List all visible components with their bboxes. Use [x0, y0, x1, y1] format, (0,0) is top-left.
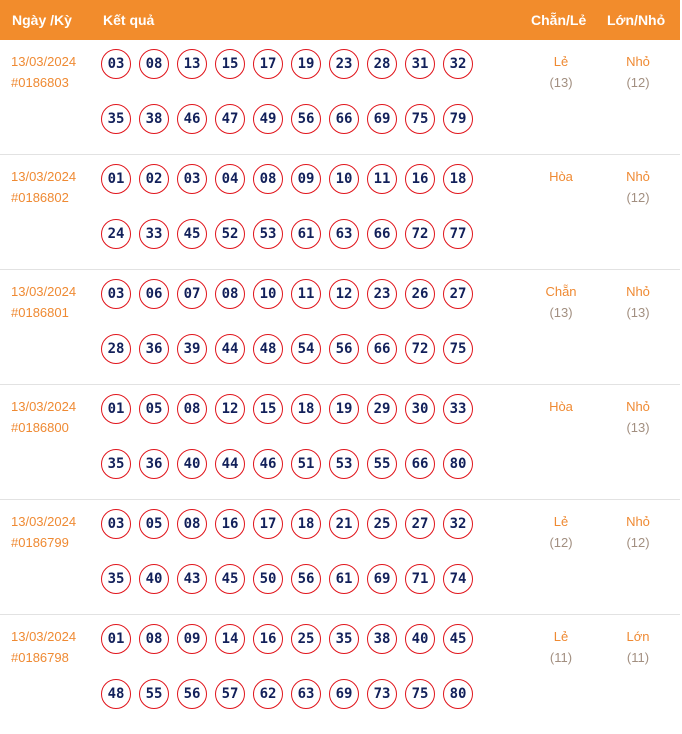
draw-id: #0186800: [11, 420, 69, 435]
table-row: [0, 615, 680, 729]
number-ball: 79: [443, 104, 473, 134]
parity-label: Hòa: [549, 169, 573, 184]
number-ball: 23: [329, 49, 359, 79]
number-ball: 45: [215, 564, 245, 594]
number-ball: 17: [253, 49, 283, 79]
draw-id: #0186798: [11, 650, 69, 665]
draw-info: [11, 626, 76, 668]
draw-date: 13/03/2024: [11, 169, 77, 184]
number-ball: 29: [367, 394, 397, 424]
number-ball: 11: [291, 279, 321, 309]
number-ball: 19: [291, 49, 321, 79]
number-ball: 08: [253, 164, 283, 194]
number-ball: 03: [177, 164, 207, 194]
number-ball: 35: [101, 564, 131, 594]
number-ball: 32: [443, 49, 473, 79]
number-ball: 15: [215, 49, 245, 79]
number-ball: 48: [253, 334, 283, 364]
number-ball: 33: [443, 394, 473, 424]
parity-count: (13): [549, 75, 573, 90]
size-result: [603, 166, 673, 208]
number-ball: 10: [329, 164, 359, 194]
draw-date: 13/03/2024: [11, 514, 77, 529]
number-ball: 44: [215, 449, 245, 479]
size-result: [603, 396, 673, 438]
number-ball: 35: [101, 449, 131, 479]
header-date: Ngày /Kỳ: [12, 12, 72, 28]
number-balls: [101, 624, 481, 734]
number-ball: 66: [405, 449, 435, 479]
parity-result: [526, 281, 596, 323]
number-ball: 50: [253, 564, 283, 594]
number-ball: 56: [177, 679, 207, 709]
number-line: [101, 394, 481, 425]
number-line: [101, 104, 481, 135]
number-ball: 16: [215, 509, 245, 539]
number-ball: 69: [329, 679, 359, 709]
number-ball: 54: [291, 334, 321, 364]
number-ball: 28: [101, 334, 131, 364]
number-ball: 62: [253, 679, 283, 709]
number-ball: 05: [139, 394, 169, 424]
size-label: Lớn: [626, 629, 650, 644]
number-ball: 75: [443, 334, 473, 364]
number-ball: 46: [177, 104, 207, 134]
number-line: [101, 279, 481, 310]
number-ball: 01: [101, 394, 131, 424]
number-ball: 36: [139, 449, 169, 479]
number-ball: 55: [139, 679, 169, 709]
number-ball: 18: [291, 509, 321, 539]
number-ball: 77: [443, 219, 473, 249]
number-ball: 16: [253, 624, 283, 654]
number-line: [101, 679, 481, 710]
number-ball: 08: [177, 509, 207, 539]
table-row: [0, 155, 680, 270]
draw-date: 13/03/2024: [11, 399, 77, 414]
parity-result: [526, 396, 596, 417]
number-ball: 46: [253, 449, 283, 479]
number-line: [101, 49, 481, 80]
size-count: (13): [626, 420, 650, 435]
size-result: [603, 626, 673, 668]
number-ball: 15: [253, 394, 283, 424]
number-ball: 66: [367, 334, 397, 364]
parity-label: Chẵn: [545, 284, 577, 299]
number-ball: 61: [329, 564, 359, 594]
number-ball: 06: [139, 279, 169, 309]
number-ball: 02: [139, 164, 169, 194]
parity-result: [526, 166, 596, 187]
number-ball: 03: [101, 509, 131, 539]
number-ball: 45: [177, 219, 207, 249]
number-ball: 12: [329, 279, 359, 309]
size-result: [603, 511, 673, 553]
parity-count: (13): [549, 305, 573, 320]
number-ball: 43: [177, 564, 207, 594]
number-ball: 53: [253, 219, 283, 249]
number-ball: 24: [101, 219, 131, 249]
number-ball: 17: [253, 509, 283, 539]
number-ball: 56: [329, 334, 359, 364]
number-line: [101, 509, 481, 540]
number-ball: 72: [405, 219, 435, 249]
number-ball: 05: [139, 509, 169, 539]
parity-result: [526, 511, 596, 553]
number-ball: 35: [101, 104, 131, 134]
table-row: [0, 385, 680, 500]
number-ball: 75: [405, 679, 435, 709]
draw-id: #0186802: [11, 190, 69, 205]
number-ball: 10: [253, 279, 283, 309]
number-ball: 63: [291, 679, 321, 709]
number-ball: 74: [443, 564, 473, 594]
number-ball: 08: [139, 624, 169, 654]
number-ball: 73: [367, 679, 397, 709]
number-ball: 08: [139, 49, 169, 79]
number-line: [101, 624, 481, 655]
number-ball: 66: [329, 104, 359, 134]
number-ball: 31: [405, 49, 435, 79]
size-count: (12): [626, 535, 650, 550]
number-ball: 36: [139, 334, 169, 364]
number-ball: 30: [405, 394, 435, 424]
size-result: [603, 51, 673, 93]
number-ball: 12: [215, 394, 245, 424]
parity-label: Hòa: [549, 399, 573, 414]
number-ball: 18: [291, 394, 321, 424]
number-ball: 11: [367, 164, 397, 194]
table-body: [0, 40, 680, 729]
size-label: Nhỏ: [626, 284, 650, 299]
number-ball: 23: [367, 279, 397, 309]
header-parity: Chẵn/Lẻ: [531, 12, 587, 28]
number-balls: [101, 164, 481, 274]
draw-id: #0186801: [11, 305, 69, 320]
parity-count: (12): [549, 535, 573, 550]
number-ball: 48: [101, 679, 131, 709]
parity-result: [526, 626, 596, 668]
size-count: (12): [626, 190, 650, 205]
number-ball: 57: [215, 679, 245, 709]
size-result: [603, 281, 673, 323]
number-ball: 51: [291, 449, 321, 479]
number-line: [101, 219, 481, 250]
size-label: Nhỏ: [626, 169, 650, 184]
number-ball: 08: [215, 279, 245, 309]
draw-date: 13/03/2024: [11, 284, 77, 299]
number-ball: 18: [443, 164, 473, 194]
draw-id: #0186799: [11, 535, 69, 550]
number-ball: 38: [367, 624, 397, 654]
number-ball: 63: [329, 219, 359, 249]
draw-info: [11, 511, 76, 553]
number-line: [101, 449, 481, 480]
number-ball: 16: [405, 164, 435, 194]
number-ball: 80: [443, 449, 473, 479]
size-label: Nhỏ: [626, 514, 650, 529]
number-line: [101, 564, 481, 595]
draw-info: [11, 281, 76, 323]
number-balls: [101, 279, 481, 389]
number-balls: [101, 509, 481, 619]
draw-date: 13/03/2024: [11, 54, 77, 69]
number-ball: 13: [177, 49, 207, 79]
number-ball: 28: [367, 49, 397, 79]
parity-label: Lẻ: [553, 629, 569, 644]
number-ball: 55: [367, 449, 397, 479]
number-ball: 27: [443, 279, 473, 309]
number-ball: 40: [405, 624, 435, 654]
number-ball: 33: [139, 219, 169, 249]
header-result: Kết quả: [103, 12, 155, 28]
header-size: Lớn/Nhỏ: [607, 12, 666, 28]
number-ball: 01: [101, 164, 131, 194]
number-balls: [101, 49, 481, 159]
table-header: [0, 0, 680, 40]
number-ball: 08: [177, 394, 207, 424]
number-ball: 01: [101, 624, 131, 654]
parity-count: (11): [549, 650, 573, 665]
parity-label: Lẻ: [553, 514, 569, 529]
number-ball: 09: [291, 164, 321, 194]
number-ball: 80: [443, 679, 473, 709]
number-ball: 26: [405, 279, 435, 309]
number-ball: 03: [101, 279, 131, 309]
number-ball: 71: [405, 564, 435, 594]
number-balls: [101, 394, 481, 504]
size-label: Nhỏ: [626, 54, 650, 69]
number-ball: 45: [443, 624, 473, 654]
number-ball: 35: [329, 624, 359, 654]
size-count: (13): [626, 305, 650, 320]
draw-info: [11, 51, 76, 93]
number-ball: 40: [177, 449, 207, 479]
number-ball: 61: [291, 219, 321, 249]
number-ball: 44: [215, 334, 245, 364]
table-row: [0, 500, 680, 615]
size-count: (12): [626, 75, 650, 90]
table-row: [0, 40, 680, 155]
number-ball: 04: [215, 164, 245, 194]
number-ball: 72: [405, 334, 435, 364]
table-row: [0, 270, 680, 385]
number-ball: 32: [443, 509, 473, 539]
number-ball: 75: [405, 104, 435, 134]
number-ball: 39: [177, 334, 207, 364]
number-ball: 56: [291, 564, 321, 594]
number-ball: 69: [367, 104, 397, 134]
draw-id: #0186803: [11, 75, 69, 90]
number-ball: 27: [405, 509, 435, 539]
size-count: (11): [626, 650, 650, 665]
number-ball: 66: [367, 219, 397, 249]
number-line: [101, 334, 481, 365]
number-ball: 40: [139, 564, 169, 594]
number-ball: 09: [177, 624, 207, 654]
number-ball: 47: [215, 104, 245, 134]
number-line: [101, 164, 481, 195]
number-ball: 25: [367, 509, 397, 539]
number-ball: 49: [253, 104, 283, 134]
number-ball: 03: [101, 49, 131, 79]
number-ball: 38: [139, 104, 169, 134]
number-ball: 56: [291, 104, 321, 134]
number-ball: 69: [367, 564, 397, 594]
number-ball: 07: [177, 279, 207, 309]
number-ball: 52: [215, 219, 245, 249]
size-label: Nhỏ: [626, 399, 650, 414]
draw-date: 13/03/2024: [11, 629, 77, 644]
parity-label: Lẻ: [553, 54, 569, 69]
number-ball: 25: [291, 624, 321, 654]
number-ball: 19: [329, 394, 359, 424]
parity-result: [526, 51, 596, 93]
number-ball: 53: [329, 449, 359, 479]
number-ball: 21: [329, 509, 359, 539]
draw-info: [11, 166, 76, 208]
number-ball: 14: [215, 624, 245, 654]
draw-info: [11, 396, 76, 438]
